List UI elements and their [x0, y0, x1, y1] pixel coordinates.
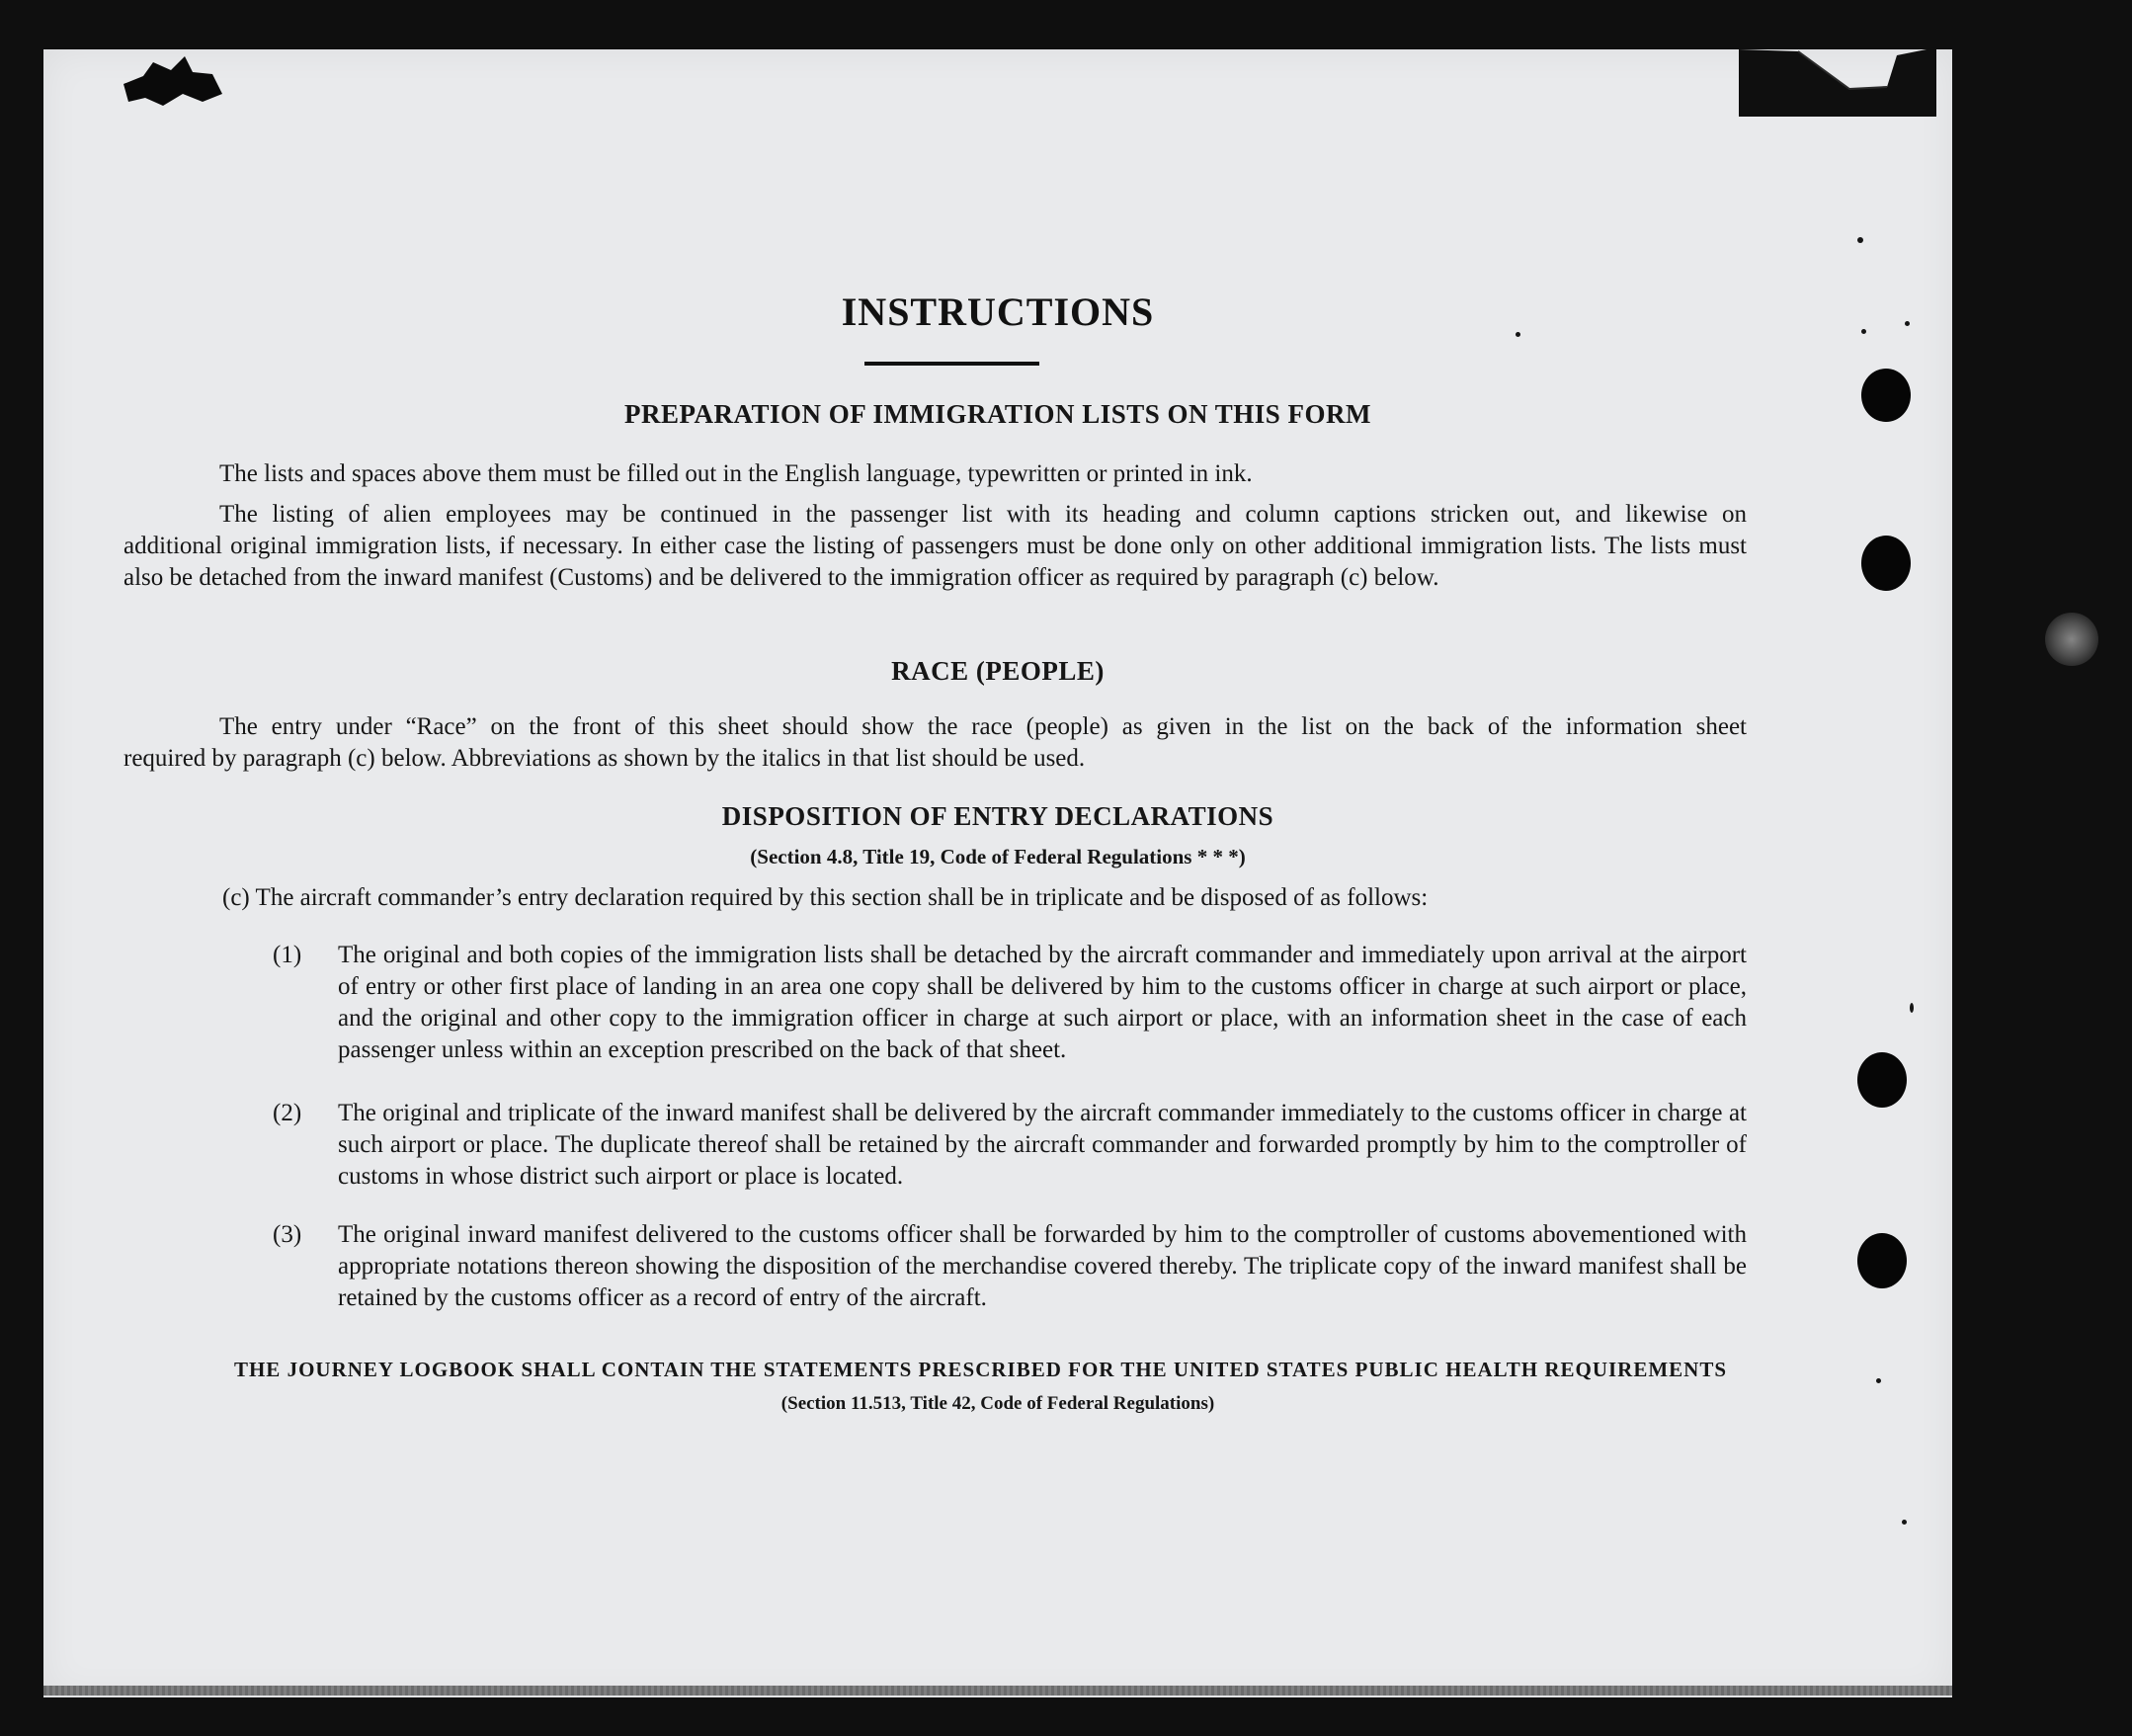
paragraph-continuation: additional original immigration lists, if necessary. In either case the listing of passengers must be done only on other additional immigration lists. The lists must also be detached from the inward manifest (Customs) and be delivered to the immigration officer as required by paragraph (c) below. [123, 533, 1747, 591]
speck [1902, 1520, 1907, 1525]
footer-citation: (Section 11.513, Title 42, Code of Federal Regulations) [780, 1393, 1215, 1414]
list-item-text: The original and both copies of the immigration lists shall be detached by the aircraft commander and immediately upon arrival at the airport of entry or other first place of landing in an area one copy shall be delivered by him to the customs officer in charge at such airport or place, and the original and other copy to the immigration officer in charge at such airport or place, with an information sheet in the case of each passenger unless within an exception prescribed on the back of that sheet. [338, 942, 1747, 1063]
list-item-text: The original inward manifest delivered to the customs officer shall be forwarded by him to the comptroller of customs abovementioned with appropriate notations thereon showing the disposition of the merchandise covered thereby. The triplicate copy of the inward manifest shall be retained by the customs officer as a record of entry of the aircraft. [338, 1221, 1747, 1311]
list-item-text: The original and triplicate of the inward manifest shall be delivered by the aircraft commander immediately to the customs officer in charge at such airport or place. The duplicate thereof shall be retained by the aircraft commander and forwarded promptly by him to the comptroller of customs in whose district such airport or place is located. [338, 1100, 1747, 1190]
list-item-number: (3) [273, 1221, 302, 1248]
section-heading-race: RACE (PEOPLE) [891, 656, 1105, 686]
speck [1910, 1003, 1914, 1013]
list-item-number: (2) [273, 1100, 302, 1126]
punch-hole [1857, 1233, 1907, 1288]
speck [1857, 237, 1863, 243]
list-item [273, 1098, 1747, 1193]
paragraph-line: The entry under “Race” on the front of this sheet should show the race (people) as given in the list on the back of the information sheet [219, 713, 1747, 740]
section-subheading-citation: (Section 4.8, Title 19, Code of Federal Regulations * * *) [750, 845, 1246, 868]
paragraph-line: The listing of alien employees may be continued in the passenger list with its heading and column captions stricken out, and likewise on [219, 501, 1747, 528]
sheet-bottom-edge [43, 1686, 1952, 1695]
round-stamp-mark [2045, 613, 2098, 666]
speck [1876, 1378, 1881, 1383]
paragraph-lists-language: The lists and spaces above them must be filled out in the English language, typewritten or printed in ink. [219, 460, 1253, 487]
torn-corner-mark [123, 54, 227, 109]
paragraph-continuation: required by paragraph (c) below. Abbreviations as shown by the italics in that list should be used. [123, 745, 1086, 772]
list-item [273, 1219, 1747, 1314]
page-title: INSTRUCTIONS [841, 289, 1155, 334]
paragraph-entry-declaration: (c) The aircraft commander’s entry declaration required by this section shall be in triplicate and be disposed of as follows: [222, 884, 1429, 911]
list-item-number: (1) [273, 942, 302, 968]
paragraph-race-entry [123, 711, 1747, 775]
section-heading-preparation: PREPARATION OF IMMIGRATION LISTS ON THIS FORM [623, 399, 1372, 429]
title-underline [864, 362, 1039, 366]
footer-statement: THE JOURNEY LOGBOOK SHALL CONTAIN THE STATEMENTS PRESCRIBED FOR THE UNITED STATES PUBLIC HEALTH REQUIREMENTS [233, 1358, 1728, 1381]
punch-hole [1861, 536, 1911, 591]
list-item [273, 940, 1747, 1066]
folded-corner-mark [1739, 47, 1936, 117]
section-heading-disposition: DISPOSITION OF ENTRY DECLARATIONS [721, 801, 1274, 831]
punch-hole [1857, 1052, 1907, 1108]
paragraph-alien-employees [123, 499, 1747, 594]
